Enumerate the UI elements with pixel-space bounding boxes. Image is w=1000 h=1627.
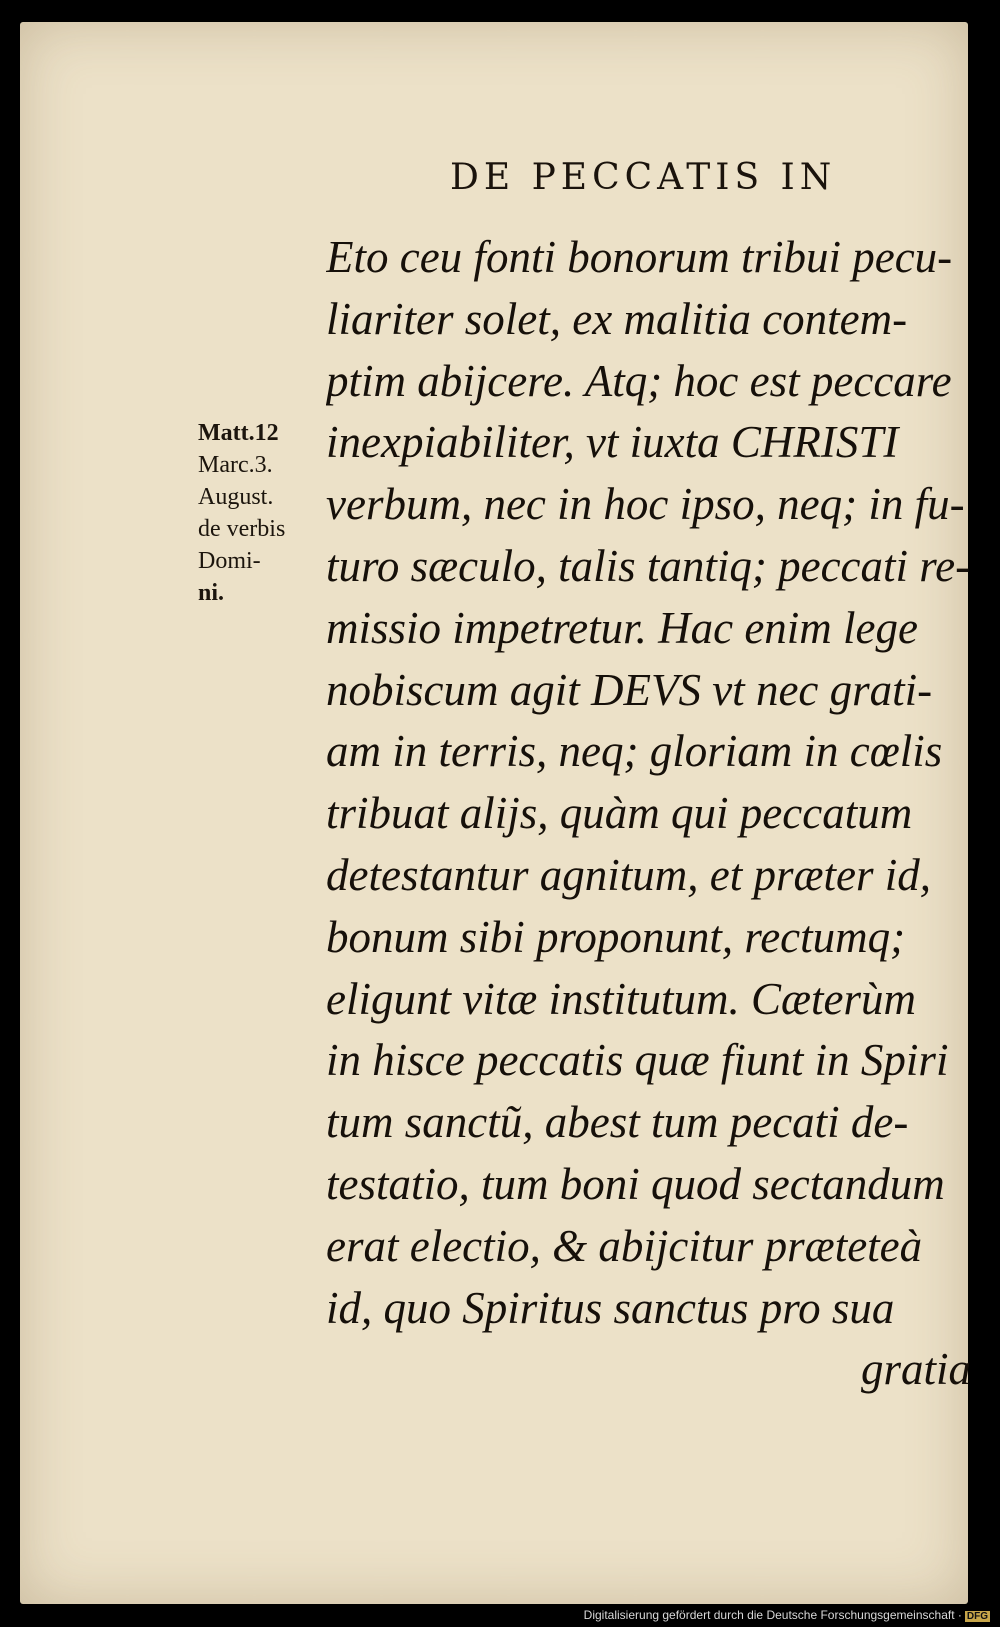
catchword: gratia [860,1344,971,1395]
text-line: verbum, nec in hoc ipso, neq; in fu- [326,479,965,530]
running-header: DE PECCATIS IN [450,157,837,198]
text-line: in hisce peccatis quæ fiunt in Spiri [326,1035,949,1086]
body-text [326,227,981,1401]
text-line: inexpiabiliter, vt iuxta CHRISTI [326,417,899,468]
text-line: liariter solet, ex malitia contem- [326,293,908,344]
text-line: turo sæculo, talis tantiq; peccati re- [326,540,971,591]
dfg-logo-mark: DFG [966,1611,988,1622]
margin-note: de verbis [198,516,286,542]
margin-note: ni. [198,580,225,606]
text-line: Eto ceu fonti bonorum tribui pecu- [326,232,953,282]
margin-note: August. [198,484,274,510]
margin-note: Matt.12 [198,420,279,446]
book-page [20,22,971,1604]
text-line: ptim abijcere. Atq; hoc est peccare [326,355,952,406]
text-line: nobiscum agit DEVS vt nec grati- [326,664,933,715]
text-line: testatio, tum boni quod sectandum [326,1158,945,1209]
text-line: tum sanctũ, abest tum pecati de- [326,1097,909,1148]
text-line: detestantur agnitum, et præter id, [326,849,931,900]
text-line: tribuat alijs, quàm qui peccatum [326,788,913,839]
digitization-credit [584,1608,990,1622]
margin-notes [198,417,328,609]
margin-note: Marc.3. [198,452,273,478]
dfg-logo: · [957,1608,962,1622]
credit-text: Digitalisierung gefördert durch die Deutsche Forschungsgemeinschaft [583,1608,955,1622]
text-line: id, quo Spiritus sanctus pro sua [326,1282,895,1333]
text-line: bonum sibi proponunt, rectumq; [326,911,906,962]
text-line: eligunt vitæ institutum. Cæterùm [326,973,917,1024]
text-line: missio impetretur. Hac enim lege [326,602,918,653]
margin-note: Domi- [198,548,261,574]
text-line: erat electio, & abijcitur præteteà [326,1220,923,1271]
text-line: am in terris, neq; gloriam in cœlis [326,726,943,777]
